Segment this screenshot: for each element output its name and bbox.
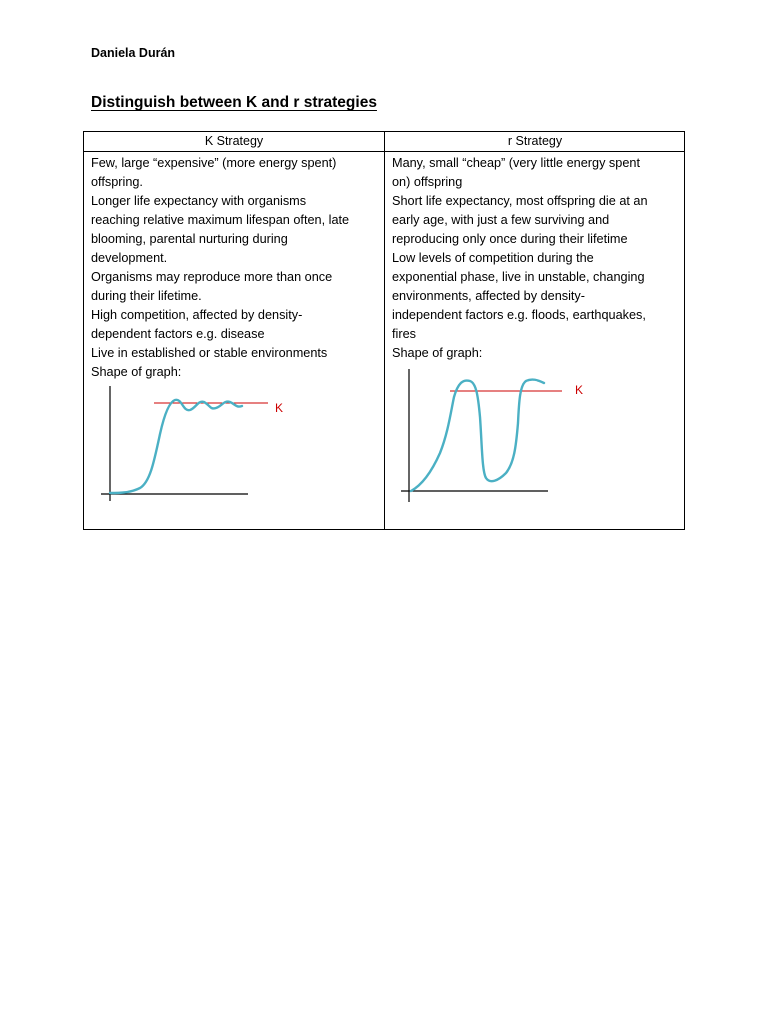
- k-line: Live in established or stable environments: [91, 346, 328, 360]
- k-strategy-column: [84, 132, 385, 529]
- r-strategy-column: [385, 132, 685, 529]
- page-title: Distinguish between K and r strategies: [91, 94, 377, 111]
- k-line: Few, large “expensive” (more energy spent): [91, 156, 337, 170]
- k-line: development.: [91, 251, 168, 265]
- r-strategy-graph: [398, 367, 658, 507]
- comparison-table: [83, 131, 685, 530]
- k-line: Longer life expectancy with organisms: [91, 194, 307, 208]
- author-name: Daniela Durán: [91, 46, 176, 60]
- r-strategy-text: [385, 152, 685, 363]
- k-label: K: [275, 401, 284, 415]
- k-line: reaching relative maximum lifespan often, late: [91, 213, 350, 227]
- r-line: Many, small “cheap” (very little energy spent: [392, 156, 640, 170]
- k-growth-curve: [110, 400, 242, 493]
- k-line: High competition, affected by density-: [91, 308, 303, 322]
- k-line: Organisms may reproduce more than once: [91, 270, 333, 284]
- k-line: Shape of graph:: [91, 365, 182, 379]
- k-line: blooming, parental nurturing during: [91, 232, 288, 246]
- r-line: Shape of graph:: [392, 346, 483, 360]
- r-line: reproducing only once during their lifetime: [392, 232, 628, 246]
- r-line: Short life expectancy, most offspring die at an: [392, 194, 648, 208]
- k-strategy-header: K Strategy: [84, 132, 384, 152]
- r-growth-curve: [411, 380, 544, 491]
- k-line: during their lifetime.: [91, 289, 202, 303]
- r-line: on) offspring: [392, 175, 463, 189]
- k-strategy-text: [84, 152, 384, 382]
- r-line: independent factors e.g. floods, earthquakes,: [392, 308, 646, 322]
- k-line: dependent factors e.g. disease: [91, 327, 265, 341]
- k-strategy-graph: [98, 382, 298, 507]
- r-strategy-header: r Strategy: [385, 132, 685, 152]
- r-line: early age, with just a few surviving and: [392, 213, 610, 227]
- r-line: fires: [392, 327, 416, 341]
- r-line: Low levels of competition during the: [392, 251, 594, 265]
- r-line: environments, affected by density-: [392, 289, 586, 303]
- k-line: offspring.: [91, 175, 143, 189]
- r-line: exponential phase, live in unstable, changing: [392, 270, 645, 284]
- k-label: K: [575, 383, 584, 397]
